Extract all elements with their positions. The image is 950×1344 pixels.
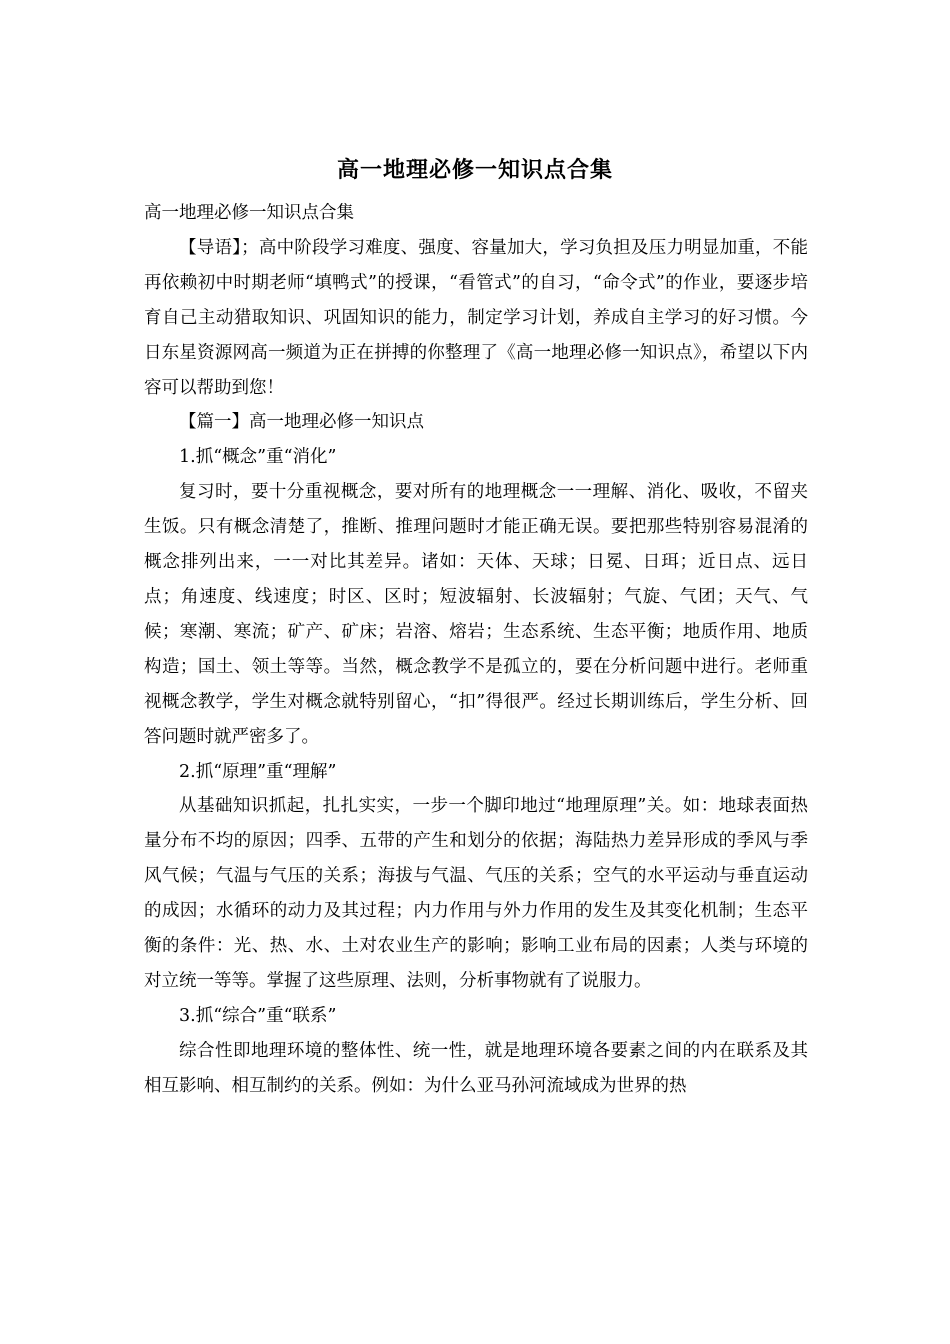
section-heading-concept: 1.抓“概念”重“消化” [179,447,337,468]
section-heading-synthesis: 3.抓“综合”重“联系” [179,1005,337,1026]
section-body-concept: 复习时，要十分重视概念，要对所有的地理概念一一理解、消化、吸收，不留夹生饭。只有概念清楚了，推断、推理问题时才能正确无误。要把那些特别容易混淆的概念排列出来，一一对比其差异。诸如：天体、天球；日冕、日珥；近日点、远日点；角速度、线速度；时区、区时；短波辐射、长波辐射；气旋、气团；天气、气候；寒潮、寒流；矿产、矿床；岩溶、熔岩；生态系统、生态平衡；地质作用、地质构造；国土、领土等等。当然，概念教学不是孤立的，要在分析问题中进行。老师重视概念教学，学生对概念就特别留心，“扣”得很严。经过长期训练后，学生分析、回答问题时就严密多了。 [144,482,808,747]
intro-paragraph: 【导语】；高中阶段学习难度、强度、容量加大，学习负担及压力明显加重，不能再依赖初中时期老师“填鸭式”的授课，“看管式”的自习，“命令式”的作业，要逐步培育自己主动猎取知识、巩固知识的能力，制定学习计划，养成自主学习的好习惯。今日东星资源网高一频道为正在拼搏的你整理了《高一地理必修一知识点》，希望以下内容可以帮助到您！ [144,237,808,398]
document-body [144,196,808,1104]
section-body-synthesis: 综合性即地理环境的整体性、统一性，就是地理环境各要素之间的内在联系及其相互影响、相互制约的关系。例如：为什么亚马孙河流域成为世界的热 [144,1040,808,1096]
part-heading: 【篇一】高一地理必修一知识点 [179,412,424,433]
section-body-principle: 从基础知识抓起，扎扎实实，一步一个脚印地过“地理原理”关。如：地球表面热量分布不均的原因；四季、五带的产生和划分的依据；海陆热力差异形成的季风与季风气候；气温与气压的关系；海拔与气温、气压的关系；空气的水平运动与垂直运动的成因；水循环的动力及其过程；内力作用与外力作用的发生及其变化机制；生态平衡的条件：光、热、水、土对农业生产的影响；影响工业布局的因素；人类与环境的对立统一等等。掌握了这些原理、法则，分析事物就有了说服力。 [144,796,808,991]
document-title: 高一地理必修一知识点合集 [336,157,613,183]
section-heading-principle: 2.抓“原理”重“理解” [179,761,337,782]
document-subtitle: 高一地理必修一知识点合集 [144,203,354,223]
